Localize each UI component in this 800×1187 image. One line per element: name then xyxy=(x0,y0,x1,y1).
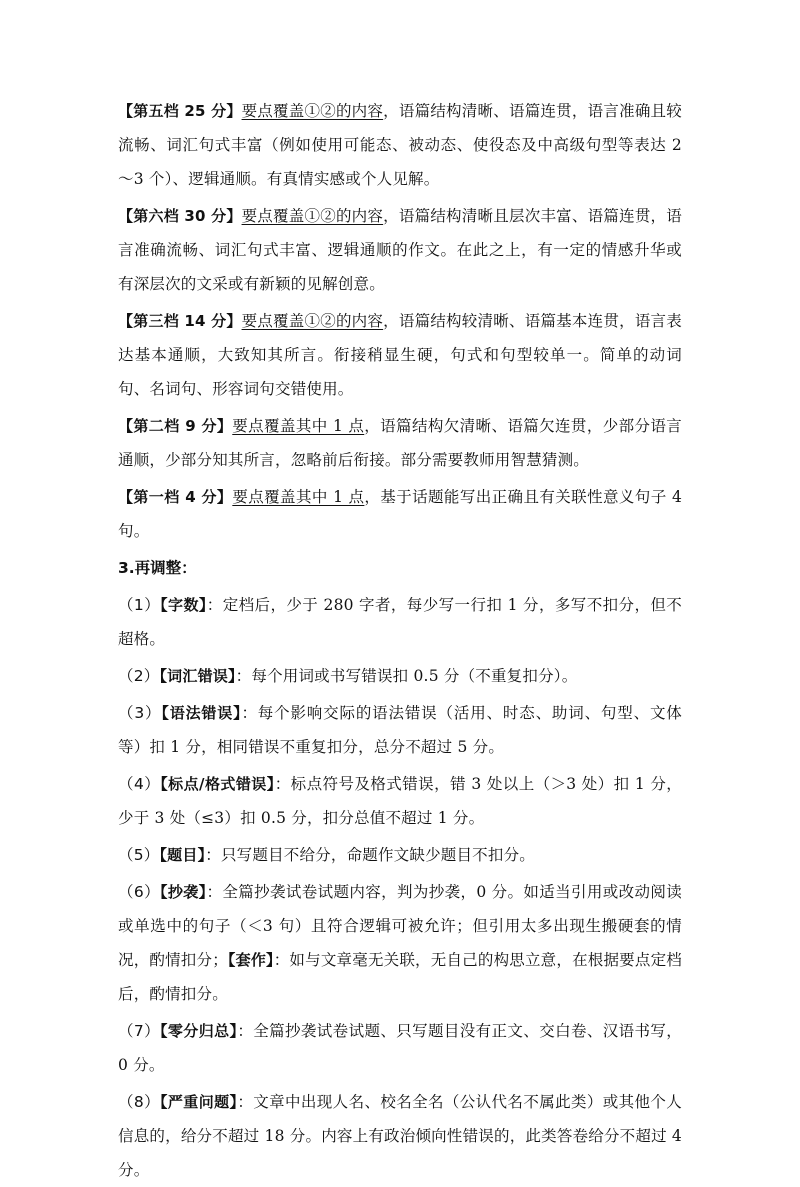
rule-tag: 【抄袭】 xyxy=(159,883,207,901)
tier-paragraph-6 xyxy=(118,199,682,301)
rule-text: ：每个用词或书写错误扣 0.5 分（不重复扣分）。 xyxy=(235,667,578,685)
tier-paragraph-1 xyxy=(118,480,682,548)
tier-text: ，语篇结构较清晰、语篇基本连贯，语言表达基本通顺，大致知其所言。衔接稍显生硬，句式和句型较单一。简单的动词句、名词句、形容词句交错使用。 xyxy=(118,312,682,398)
rule-number: （8） xyxy=(118,1093,161,1111)
tier-label: 【第一档 4 分】 xyxy=(118,488,233,506)
tier-label: 【第二档 9 分】 xyxy=(118,417,233,435)
rule-text: ：文章中出现人名、校名全名（公认代名不属此类）或其他个人信息的，给分不超过 18 分。内容上有政治倾向性错误的，此类答卷给分不超过 4 分。 xyxy=(118,1093,683,1179)
tier-text: ，基于话题能写出正确且有关联性意义句子 4 句。 xyxy=(118,488,683,540)
rule-text: ：每个影响交际的语法错误（活用、时态、助词、句型、文体等）扣 1 分，相同错误不重复扣分，总分不超过 5 分。 xyxy=(118,704,682,756)
tier-text: ，语篇结构欠清晰、语篇欠连贯，少部分语言通顺，少部分知其所言，忽略前后衔接。部分需要教师用智慧猜测。 xyxy=(118,417,683,469)
tier-label: 【第五档 25 分】 xyxy=(118,102,242,120)
rule-tag: 【零分归总】 xyxy=(160,1022,238,1040)
tier-label: 【第六档 30 分】 xyxy=(118,207,242,225)
rule-number: （6） xyxy=(118,883,160,901)
rule-number: （4） xyxy=(118,775,161,793)
rule-tag: 【题目】 xyxy=(159,846,206,864)
rule-tag: 【字数】 xyxy=(160,596,207,614)
rule-item-5 xyxy=(118,838,682,872)
section-heading: 3.再调整： xyxy=(118,559,197,577)
rule-number: （1） xyxy=(118,596,161,614)
rule-number: （3） xyxy=(118,704,162,722)
tier-paragraph-2 xyxy=(118,409,682,477)
rule-text-secondary: ：如与文章毫无关联，无自己的构思立意，在根据要点定档后，酌情扣分。 xyxy=(118,951,682,1003)
rule-item-7 xyxy=(118,1014,682,1082)
tier-text: ，语篇结构清晰、语篇连贯，语言准确且较流畅、词汇句式丰富（例如使用可能态、被动态、使役态及中高级句型等表达 2～3 个）、逻辑通顺。有真情实感或个人见解。 xyxy=(118,102,682,188)
tier-key-point: 要点覆盖其中 1 点 xyxy=(232,417,365,435)
rule-tag: 【严重问题】 xyxy=(160,1093,238,1111)
rule-item-2 xyxy=(118,659,682,693)
rule-text: ：标点符号及格式错误，错 3 处以上（＞3 处）扣 1 分，少于 3 处（≤3）扣 0.5 分，扣分总值不超过 1 分。 xyxy=(118,775,683,827)
rule-item-1 xyxy=(118,588,682,656)
rule-number: （7） xyxy=(118,1022,161,1040)
rule-number: （2） xyxy=(118,667,160,685)
tier-key-point: 要点覆盖①②的内容 xyxy=(241,102,384,120)
tier-paragraph-3 xyxy=(118,304,682,406)
tier-paragraph-5 xyxy=(118,94,682,196)
rule-tag: 【词汇错误】 xyxy=(159,667,236,685)
rule-text: ：定档后，少于 280 字者，每少写一行扣 1 分，多写不扣分，但不超格。 xyxy=(118,596,682,648)
tier-key-point: 要点覆盖①②的内容 xyxy=(241,312,384,330)
rule-tag-secondary: 【套作】 xyxy=(227,951,274,969)
rule-item-8 xyxy=(118,1085,682,1187)
tier-text: ，语篇结构清晰且层次丰富、语篇连贯，语言准确流畅、词汇句式丰富、逻辑通顺的作文。在此之上，有一定的情感升华或有深层次的文采或有新颖的见解创意。 xyxy=(118,207,682,293)
rule-text: ：全篇抄袭试卷试题内容，判为抄袭，0 分。如适当引用或改动阅读或单选中的句子（＜3 句）且符合逻辑可被允许；但引用太多出现生搬硬套的情况，酌情扣分； xyxy=(118,883,682,969)
tier-key-point: 要点覆盖其中 1 点 xyxy=(232,488,365,506)
tier-label: 【第三档 14 分】 xyxy=(118,312,242,330)
rule-item-3 xyxy=(118,696,682,764)
tier-key-point: 要点覆盖①②的内容 xyxy=(241,207,384,225)
rule-text: ：只写题目不给分，命题作文缺少题目不扣分。 xyxy=(205,846,535,864)
rule-item-6 xyxy=(118,875,682,1011)
rule-tag: 【标点/格式错误】 xyxy=(160,775,275,793)
rule-number: （5） xyxy=(118,846,160,864)
rule-tag: 【语法错误】 xyxy=(161,704,242,722)
rule-text: ：全篇抄袭试卷试题、只写题目没有正文、交白卷、汉语书写，0 分。 xyxy=(118,1022,683,1074)
rule-item-4 xyxy=(118,767,682,835)
